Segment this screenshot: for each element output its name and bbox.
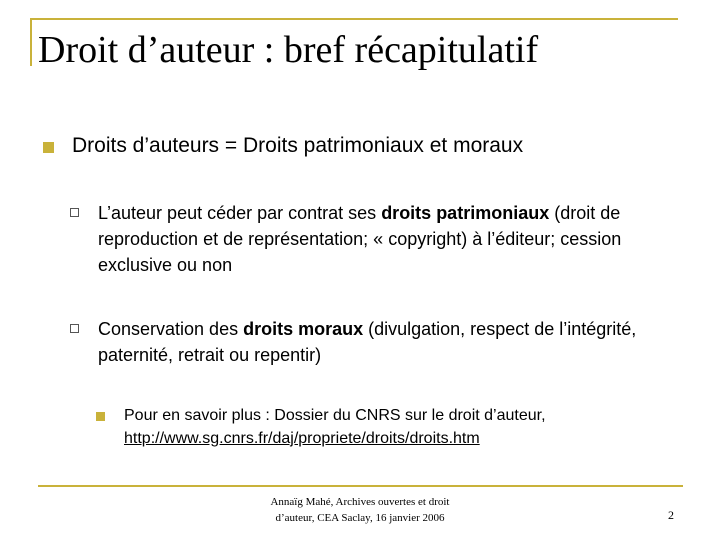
title-frame-left	[30, 18, 32, 66]
footer-line-2: d’auteur, CEA Saclay, 16 janvier 2006	[275, 512, 445, 524]
sub-bullet-1	[98, 200, 668, 278]
bullet-1-text: Droits d’auteurs = Droits patrimoniaux et moraux	[72, 134, 524, 157]
footer-divider	[38, 485, 683, 487]
hollow-square-bullet-icon	[70, 324, 79, 333]
sub-bullet-2	[98, 316, 668, 368]
page-number: 2	[668, 508, 674, 522]
bullet-square-icon	[96, 412, 105, 421]
footer-caption	[240, 494, 480, 526]
footer-line-1: Annaïg Mahé, Archives ouvertes et droit	[270, 496, 450, 508]
sub-bullet-1-pre: L’auteur peut céder par contrat ses	[98, 203, 382, 223]
hollow-square-bullet-icon	[70, 208, 79, 217]
sub-bullet-2-post: (divulgation, respect de l’intégrité, paternité, retrait ou repentir)	[98, 319, 637, 365]
sub-bullet-2-bold: droits moraux	[243, 319, 364, 339]
slide-title: Droit d’auteur : bref récapitulatif	[38, 29, 539, 71]
sub-sub-bullet	[124, 404, 684, 450]
bullet-square-icon	[43, 142, 54, 153]
more-info-text: Pour en savoir plus : Dossier du CNRS sur le droit d’auteur,	[124, 407, 546, 424]
sub-bullet-1-post: (droit de reproduction et de représentation; « copyright) à l’éditeur; cession exclusive ou non	[98, 203, 622, 275]
cnrs-link[interactable]: http://www.sg.cnrs.fr/daj/propriete/droits/droits.htm	[124, 430, 480, 447]
title-frame-top	[30, 18, 678, 20]
sub-bullet-1-bold: droits patrimoniaux	[381, 203, 550, 223]
sub-bullet-2-pre: Conservation des	[98, 319, 244, 339]
